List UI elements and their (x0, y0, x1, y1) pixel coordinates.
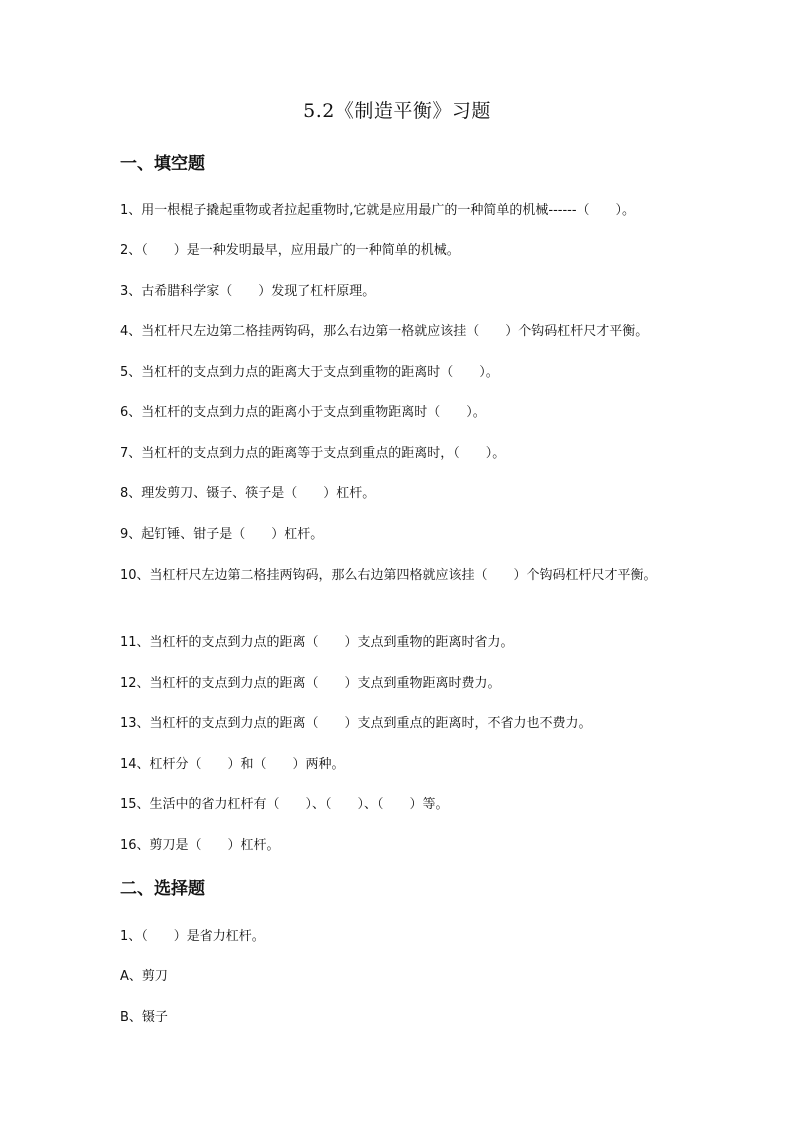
question-13: 13、当杠杆的支点到力点的距离（ ）支点到重点的距离时，不省力也不费力。 (120, 716, 592, 731)
section-heading-multiple-choice: 二、选择题 (120, 879, 205, 899)
question-15: 15、生活中的省力杠杆有（ ）、（ ）、（ ）等。 (120, 797, 449, 812)
choice-option-a: A、剪刀 (120, 969, 168, 984)
question-2: 2、（ ）是一种发明最早，应用最广的一种简单的机械。 (120, 243, 460, 258)
question-11: 11、当杠杆的支点到力点的距离（ ）支点到重物的距离时省力。 (120, 635, 514, 650)
question-3: 3、古希腊科学家（ ）发现了杠杆原理。 (120, 284, 376, 299)
question-14: 14、杠杆分（ ）和（ ）两种。 (120, 757, 345, 772)
question-12: 12、当杠杆的支点到力点的距离（ ）支点到重物距离时费力。 (120, 676, 501, 691)
document-title: 5.2《制造平衡》习题 (303, 100, 491, 122)
question-16: 16、剪刀是（ ）杠杆。 (120, 838, 280, 853)
choice-question-1: 1、（ ）是省力杠杆。 (120, 929, 265, 944)
choice-option-b: B、镊子 (120, 1010, 168, 1025)
question-8: 8、理发剪刀、镊子、筷子是（ ）杠杆。 (120, 486, 376, 501)
question-7: 7、当杠杆的支点到力点的距离等于支点到重点的距离时，（ ）。 (120, 446, 506, 461)
question-1: 1、用一根棍子撬起重物或者拉起重物时,它就是应用最广的一种简单的机械------（ ）。 (120, 203, 636, 218)
question-5: 5、当杠杆的支点到力点的距离大于支点到重物的距离时（ ）。 (120, 365, 499, 380)
question-9: 9、起钉锤、钳子是（ ）杠杆。 (120, 527, 324, 542)
question-6: 6、当杠杆的支点到力点的距离小于支点到重物距离时（ ）。 (120, 405, 486, 420)
section-heading-fill-in: 一、填空题 (120, 154, 205, 174)
question-10: 10、当杠杆尺左边第二格挂两钩码，那么右边第四格就应该挂（ ）个钩码杠杆尺才平衡。 (120, 568, 657, 583)
question-4: 4、当杠杆尺左边第二格挂两钩码，那么右边第一格就应该挂（ ）个钩码杠杆尺才平衡。 (120, 324, 649, 339)
